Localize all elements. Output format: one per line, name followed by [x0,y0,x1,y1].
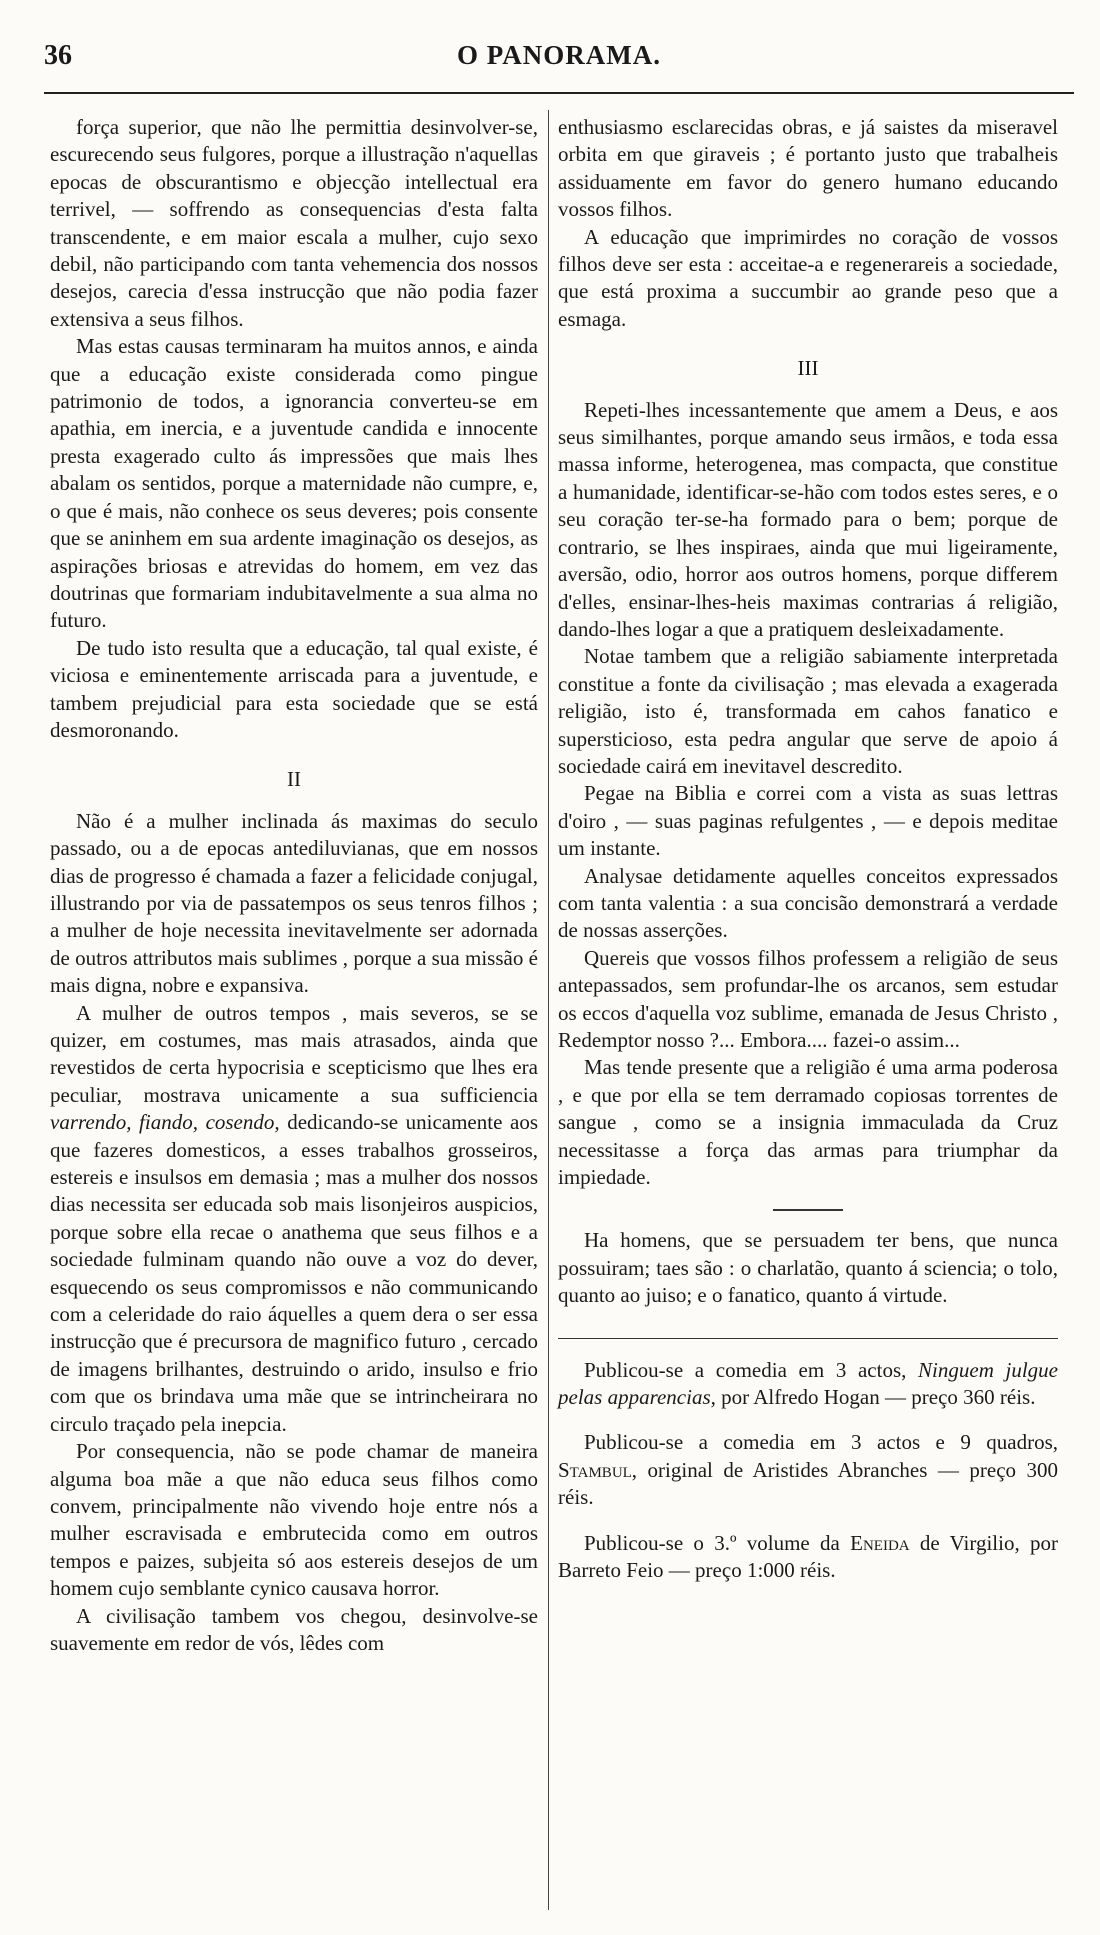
paragraph: enthusiasmo esclarecidas obras, e já saistes da miseravel orbita em que giraveis ; é portanto justo que trabalheis assiduamente em favor do genero humano educando vossos filhos. [558,115,1058,222]
paragraph: Analysae detidamente aquelles conceitos expressados com tanta valentia : a sua concisão demonstrará a verdade de nossas asserções. [558,863,1058,943]
paragraph: Mas tende presente que a religião é uma arma poderosa , e que por ella se tem derramado copiosas torrentes de sangue , como se a insignia immaculada da Cruz necessitasse a força das armas para triumphar da impiedade. [558,1055,1058,1190]
page-number: 36 [44,40,72,71]
paragraph: Pegae na Biblia e correi com a vista as suas lettras d'oiro , — suas paginas refulgentes , — e depois meditae um instante. [558,781,1058,861]
paragraph: Mas estas causas terminaram ha muitos annos, e ainda que a educação existe considerada como pingue patrimonio de todos, a ignorancia converteu-se em apathia, em inercia, e a juventude candida e innocente presta exagerado culto ás impressões que mais lhes abalam os sentidos, porque a maternidade não cumpre, e, o que é mais, não conhece os seus deveres; pois consente que se aninhem em sua ardente imaginação os desejos, as aspirações briosas e atrevidas do homem, em vez das doutrinas que formariam indubitavelmente a sua alma no futuro. [50,334,538,633]
publication-notice [558,1530,1058,1585]
column-divider [548,110,549,1910]
paragraph: A civilisação tambem vos chegou, desinvolve-se suavemente em redor de vós, lêdes com [50,1603,538,1655]
text-run: original de Aristides Abranches — preço 300 réis. [558,1457,1058,1510]
section-heading-ii: II [287,767,301,792]
text-run: por Alfredo Hogan — preço 360 réis. [715,1385,1036,1410]
paragraph: Não é a mulher inclinada ás maximas do seculo passado, ou a de epocas antediluvianas, que em nossos dias de progresso é chamada a fazer a felicidade conjugal, illustrando por via de passatempos os seus tenros filhos ; a mulher de hoje necessita inevitavelmente ser adornada de outros attributos mais sublimes , porque a sua missão é mais digna, nobre e expansiva. [50,808,538,998]
italic-title: Ninguem julgue pelas apparencias, [558,1357,1058,1410]
text-run: dedicando-se unicamente aos que fazeres domesticos, a esses trabalhos grosseiros, estereis e insulsos em demasia ; mas a mulher dos nossos dias necessita ser educada sob mais lisonjeiros auspicios, porque sobre ella recae o anathema que seus filhos e a sociedade fulminam quando não ouve a voz do dever, esquecendo os seus compromissos e não communicando com a celeridade do raio áquelles a quem dera o ser essa instrucção que é precursora de magnifico futuro , cercado de imagens brilhantes, destruindo o arido, insulso e frio com que os brindava uma mãe que se intrincheirara no circulo traçado pela inepcia. [50,1110,538,1436]
smallcaps-title: Eneida [850,1530,910,1555]
header-rule [44,92,1074,94]
paragraph: Notae tambem que a religião sabiamente interpretada constitue a fonte da civilisação ; mas elevada a exagerada religião, isto é, transformada em cahos fanatico e supersticioso, esta pedra angular que serve de apoio á sociedade cairá em inevitavel descredito. [558,644,1058,778]
maxim-paragraph: Ha homens, que se persuadem ter bens, que nunca possuiram; taes são : o charlatão, quanto á sciencia; o tolo, quanto ao juiso; e o fanatico, quanto á virtude. [558,1228,1058,1308]
paragraph: força superior, que não lhe permittia desinvolver-se, escurecendo seus fulgores, porque a illustração n'aquellas epocas de obscurantismo e objecção intellectual era terrivel, — soffrendo as consequencias d'esta falta transcendente, e em maior escala a mulher, cujo sexo debil, não participando com tanta vehemencia dos nossos desejos, carecia d'essa instrucção que não podia fazer extensiva a seus filhos. [50,115,538,331]
text-run: de Virgilio, por Barreto Feio — preço 1:000 réis. [558,1530,1058,1583]
publication-notice [558,1357,1058,1412]
publication-notice [558,1429,1058,1511]
short-divider [773,1209,843,1211]
section-heading-iii: III [797,356,819,381]
paragraph: De tudo isto resulta que a educação, tal qual existe, é viciosa e eminentemente arriscada para a juventude, e tambem prejudicial para esta sociedade que se está desmoronando. [50,635,538,742]
right-column [558,114,1058,1603]
text-run: Publicou-se a comedia em 3 actos e 9 quadros, [584,1430,1058,1455]
text-run: Publicou-se o 3.º volume da [584,1530,851,1555]
smallcaps-title: Stambul, [558,1457,638,1482]
paragraph: Quereis que vossos filhos professem a religião de seus antepassados, sem profundar-lhe os arcanos, sem estudar os eccos d'aquella voz sublime, emanada de Jesus Christo , Redemptor nosso ?... Embora.... fazei-o assim... [558,945,1058,1052]
italic-text: varrendo, fiando, cosendo, [50,1110,280,1135]
notices-divider [558,1338,1058,1339]
paragraph [50,1000,538,1439]
page-header [44,38,1074,78]
text-run: Publicou-se a comedia em 3 actos, [584,1357,919,1382]
paragraph: A educação que imprimirdes no coração de vossos filhos deve ser esta : acceitae-a e regenerareis a sociedade, que está proxima a succumbir ao grande peso que a esmaga. [558,224,1058,331]
paragraph: Repeti-lhes incessantemente que amem a Deus, e aos seus similhantes, porque amando seus irmãos, e toda essa massa informe, heterogenea, mas compacta, que constitue a humanidade, identificar-se-hão com todos estes seres, e o seu coração ter-se-ha formado para o bem; porque de contrario, se lhes inspiraes, ainda que mui ligeiramente, aversão, odio, horror aos outros homens, porque differem d'elles, ensinar-lhes-heis maximas contrarias á religião, dando-lhes logar a que a pratiquem desleixadamente. [558,397,1058,641]
left-column [50,114,538,1657]
text-run: A mulher de outros tempos , mais severos, se se quizer, em costumes, mas mais atrasados, ainda que revestidos de certa hypocrisia e scepticismo que lhes era peculiar, mostrava unicamente a sua sufficiencia [50,1000,538,1107]
page-title: O PANORAMA. [457,40,661,70]
paragraph: Por consequencia, não se pode chamar de maneira alguma boa mãe a que não educa seus filhos como convem, principalmente não vivendo hoje entre nós a mulher escravisada e embrutecida como em outros tempos e paizes, subjeita só aos estereis desejos de um homem cujo semblante cynico causava horror. [50,1439,538,1601]
